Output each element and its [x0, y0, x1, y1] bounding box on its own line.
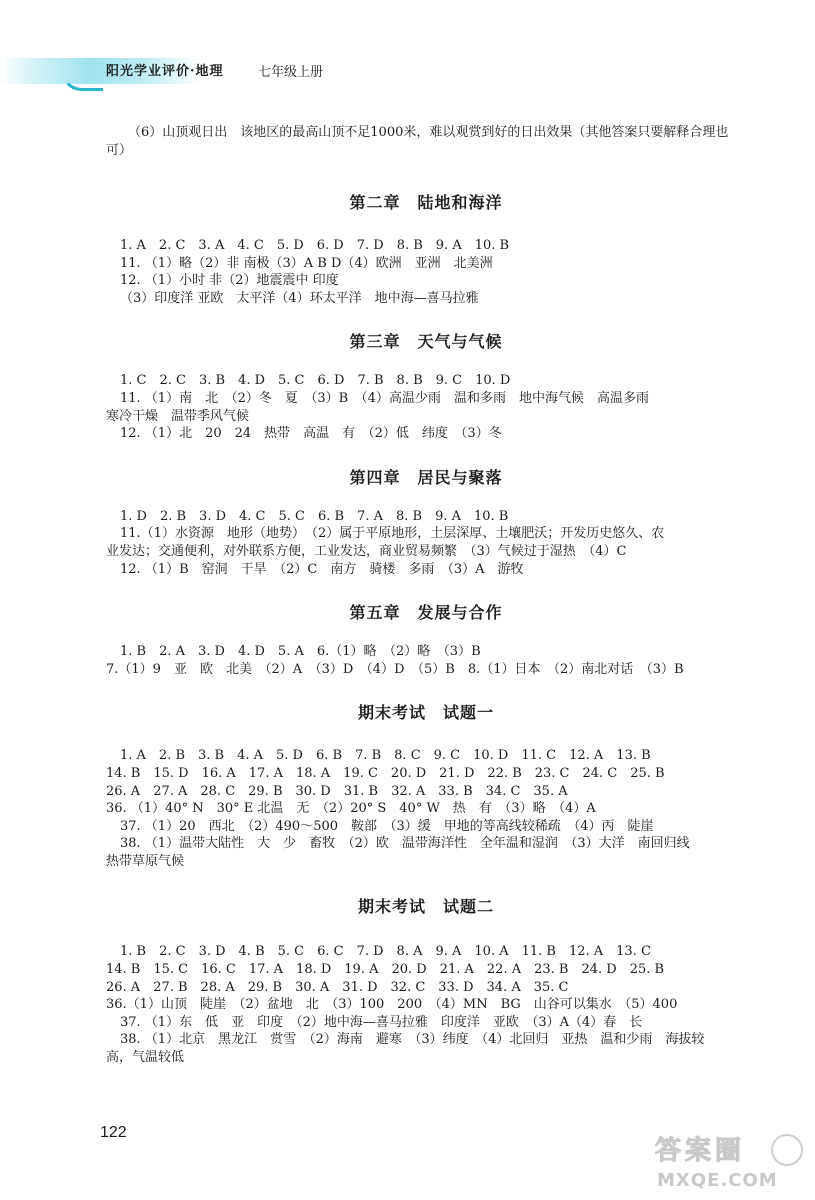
answer-line: 1. C 2. C 3. B 4. D 5. C 6. D 7. B 8. B 9. C 10. D	[120, 373, 511, 389]
section-heading: 第四章 居民与聚落	[349, 467, 503, 487]
watermark-logo-text: 答案圈	[655, 1136, 746, 1166]
header-swoosh	[60, 62, 103, 91]
section-final-exam-2	[106, 894, 746, 1066]
intro-answer: （6）山顶观日出 该地区的最高山顶不足1000米，难以观赏到好的日出效果（其他答案只要解释合理也可）	[106, 125, 729, 158]
answer-line: 14. B 15. D 16. A 17. A 18. A 19. C 20. D 21. D 22. B 23. C 24. C 25. B	[106, 765, 665, 781]
watermark	[655, 1130, 805, 1194]
answer-content	[106, 124, 746, 1067]
section-final-exam-1	[106, 700, 746, 870]
answer-line: 12. （1）小时 非（2）地震震中 印度	[120, 273, 339, 289]
section-chapter-5	[106, 600, 746, 678]
answer-line: 36. （1）40° N 30° E 北温 无 （2）20° S 40° W 热 有 （3）略 （4）A	[106, 801, 596, 817]
answer-line: 38. （1）温带大陆性 大 少 畜牧 （2）欧 温带海洋性 全年温和湿润 （3）大洋 南回归线	[120, 836, 690, 852]
grade-label: 七年级上册	[258, 65, 324, 80]
section-chapter-4	[106, 465, 746, 578]
answer-line: 11. （1）南 北 （2）冬 夏 （3）B （4）高温少雨 温和多雨 地中海气候 高温多雨	[120, 390, 649, 406]
answer-line: 7.（1）9 亚 欧 北美 （2）A （3）D （4）D （5）B 8.（1）日本 （2）南北对话 （3）B	[106, 661, 684, 677]
answer-line: 1. A 2. B 3. B 4. A 5. D 6. B 7. B 8. C 9. C 10. D 11. C 12. A 13. B	[120, 748, 651, 764]
answer-line: 38. （1）北京 黑龙江 赏雪 （2）海南 避寒 （3）纬度 （4）北回归 亚热 温和少雨 海拔较	[120, 1032, 705, 1048]
answer-line: 37. （1）东 低 亚 印度 （2）地中海—喜马拉雅 印度洋 亚欧 （3）A（4）春 长	[120, 1014, 643, 1030]
answer-line: （3）印度洋 亚欧 太平洋（4）环太平洋 地中海—喜马拉雅	[120, 290, 479, 306]
answer-line: 寒冷干燥 温带季风气候	[106, 408, 250, 424]
watermark-circle-icon	[771, 1134, 803, 1166]
section-heading: 第三章 天气与气候	[349, 332, 503, 352]
section-chapter-2	[106, 190, 746, 307]
answer-line: 1. A 2. C 3. A 4. C 5. D 6. D 7. D 8. B 9. A 10. B	[120, 238, 510, 253]
answer-line: 1. B 2. A 3. D 4. D 5. A 6.（1）略 （2）略 （3）B	[120, 644, 481, 660]
answer-line: 11. （1）略（2）非 南极（3）A B D（4）欧洲 亚洲 北美洲	[120, 255, 493, 271]
section-heading: 期末考试 试题二	[357, 897, 494, 917]
answer-line: 业发达；交通便利，对外联系方便，工业发达，商业贸易频繁 （3）气候过于湿热 （4）C	[106, 543, 627, 559]
answer-line: 1. D 2. B 3. D 4. C 5. C 6. B 7. A 8. B 9. A 10. B	[120, 508, 509, 524]
section-heading: 第二章 陆地和海洋	[349, 193, 503, 212]
book-title: 阳光学业评价·地理	[106, 64, 224, 79]
answer-line: 26. A 27. B 28. A 29. B 30. A 31. D 32. C 33. D 34. A 35. C	[106, 979, 569, 995]
watermark-url: MXQE.COM	[657, 1170, 778, 1191]
answer-line: 12. （1）北 20 24 热带 高温 有 （2）低 纬度 （3）冬	[120, 426, 502, 442]
answer-line: 26. A 27. A 28. C 29. B 30. D 31. B 32. A 33. B 34. C 35. A	[106, 783, 568, 799]
answer-line: 37. （1）20 西北 （2）490～500 鞍部 （3）缓 甲地的等高线较稀疏 （4）丙 陡崖	[120, 818, 654, 834]
section-heading: 期末考试 试题一	[357, 703, 494, 723]
answer-line: 36.（1）山顶 陡崖 （2）盆地 北 （3）100 200 （4）MN BG 山谷可以集水 （5）400	[106, 997, 678, 1013]
answer-line: 高，气温较低	[106, 1050, 185, 1066]
answer-line: 14. B 15. C 16. C 17. A 18. D 19. A 20. D 21. A 22. A 23. B 24. D 25. B	[106, 962, 665, 978]
section-heading: 第五章 发展与合作	[349, 603, 503, 623]
page-number: 122	[100, 1124, 127, 1141]
answer-line: 11.（1）水资源 地形（地势） （2）属于平原地形，土层深厚、土壤肥沃；开发历史悠久、农	[120, 526, 665, 542]
answer-line: 12. （1）B 窑洞 干旱 （2）C 南方 骑楼 多雨 （3）A 游牧	[120, 561, 524, 577]
section-chapter-3	[106, 329, 746, 442]
answer-line: 热带草原气候	[106, 853, 185, 869]
answer-line: 1. B 2. C 3. D 4. B 5. C 6. C 7. D 8. A 9. A 10. A 11. B 12. A 13. C	[120, 944, 651, 960]
